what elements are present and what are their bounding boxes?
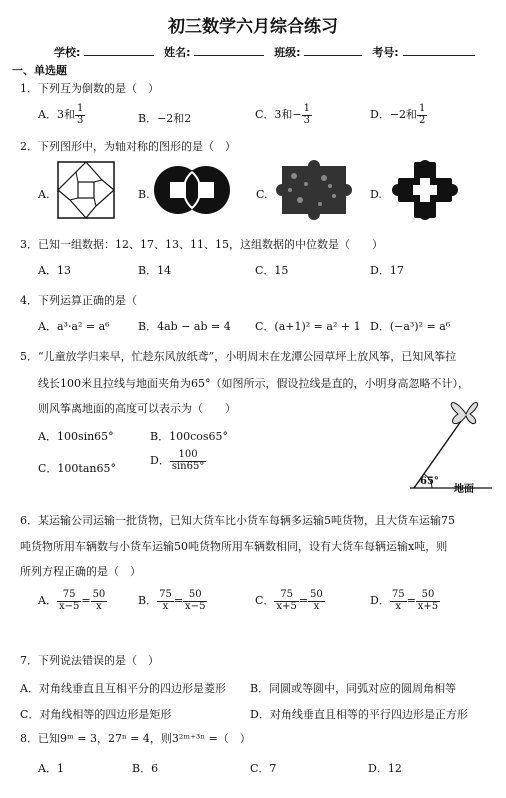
q3-stem: 3．已知一组数据：12、17、13、11、15，这组数据的中位数是（ ） bbox=[20, 238, 383, 251]
page-title: 初三数学六月综合练习 bbox=[168, 17, 338, 37]
q5-option-c: C．100tan65° bbox=[38, 462, 116, 475]
q2-option-c-label: C. bbox=[256, 188, 268, 201]
q7-option-c: C．对角线相等的四边形是矩形 bbox=[20, 708, 172, 721]
q6-line-3: 所列方程正确的是（ ） bbox=[20, 565, 141, 578]
kite-diagram bbox=[402, 392, 496, 496]
q8-option-d: D．12 bbox=[368, 762, 402, 775]
class-blank bbox=[304, 45, 362, 56]
q4-option-d: D．(−a³)² = a⁶ bbox=[370, 320, 451, 333]
q8-option-b: B．6 bbox=[132, 762, 159, 775]
q5-line-2: 线长100米且拉线与地面夹角为65°（如图所示，假设拉线是直的，小明身高忽略不计）， bbox=[38, 377, 469, 390]
id-label: 考号: bbox=[372, 46, 399, 59]
q6-line-1: 6．某运输公司运输一批货物，已知大货车比小货车每辆多运输5吨货物，且大货车运输75 bbox=[20, 514, 455, 527]
q1-option-a: A．3和 $\frac{1}{3}$ bbox=[38, 103, 84, 126]
q5-option-a: A．100sin65° bbox=[38, 430, 114, 443]
q8-stem: 8．已知9ᵐ = 3，27ⁿ = 4，则3²ᵐ⁺³ⁿ =（ ） bbox=[20, 732, 251, 745]
q2-option-a-label: A. bbox=[38, 188, 50, 201]
double-coin-figure bbox=[152, 164, 232, 216]
name-blank bbox=[194, 45, 264, 56]
puzzle-pattern-figure bbox=[272, 160, 356, 220]
q4-stem: 4．下列运算正确的是（ bbox=[20, 294, 137, 307]
q8-option-a: A．1 bbox=[38, 762, 64, 775]
q6-line-2: 吨货物所用车辆数与小货车运输50吨货物所用车辆数相同，设有大货车每辆运输x吨，则 bbox=[20, 540, 448, 553]
pinwheel-square-figure bbox=[56, 160, 116, 220]
q4-option-a: A．a³·a² = a⁶ bbox=[38, 320, 110, 333]
q5-line-3: 则风筝离地面的高度可以表示为（ ） bbox=[38, 402, 236, 415]
q3-option-b: B．14 bbox=[138, 264, 172, 277]
q2-stem: 2．下列图形中，为轴对称的图形的是（ ） bbox=[20, 140, 236, 153]
class-label: 班级: bbox=[274, 46, 301, 59]
cross-emblem-figure bbox=[390, 160, 460, 220]
q5-line-1: 5．“儿童放学归来早，忙趁东风放纸鸢”，小明周末在龙潭公园草坪上放风筝，已知风筝拉 bbox=[20, 350, 457, 363]
q7-option-a: A．对角线垂直且互相平分的四边形是菱形 bbox=[20, 682, 226, 695]
name-label: 姓名: bbox=[164, 46, 191, 59]
q4-option-c: C．(a+1)² = a² + 1 bbox=[255, 320, 361, 333]
q1-option-c: C．3和− $\frac{1}{3}$ bbox=[255, 103, 311, 126]
q1-option-d: D．−2和 $\frac{1}{2}$ bbox=[370, 103, 426, 126]
q3-option-c: C．15 bbox=[255, 264, 289, 277]
q6-option-c: C． $\frac{75}{x+5}$ = $\frac{50}{x}$ bbox=[255, 589, 323, 612]
q6-option-d: D． $\frac{75}{x}$ = $\frac{50}{x+5}$ bbox=[370, 589, 439, 612]
q1-option-b: B．−2和2 bbox=[138, 112, 192, 125]
q2-option-d-label: D. bbox=[370, 188, 382, 201]
q3-option-a: A．13 bbox=[38, 264, 71, 277]
q3-option-d: D．17 bbox=[370, 264, 404, 277]
ground-label: 地面 bbox=[454, 484, 474, 495]
q2-option-b-label: B. bbox=[138, 188, 150, 201]
school-label: 学校: bbox=[54, 46, 81, 59]
angle-label: 65° bbox=[420, 476, 439, 487]
q7-stem: 7．下列说法错误的是（ ） bbox=[20, 654, 159, 667]
student-info-row bbox=[54, 44, 475, 60]
q8-option-c: C．7 bbox=[250, 762, 277, 775]
q7-option-b: B．同圆或等圆中，同弧对应的圆周角相等 bbox=[250, 682, 457, 695]
q4-option-b: B．4ab − ab = 4 bbox=[138, 320, 231, 333]
q6-option-a: A． $\frac{75}{x-5}$ = $\frac{50}{x}$ bbox=[38, 589, 106, 612]
q1-stem: 1．下列互为倒数的是（ ） bbox=[20, 82, 159, 95]
q5-option-b: B．100cos65° bbox=[150, 430, 229, 443]
q5-option-d: D． $\frac{100}{\sin 65^\circ}$ bbox=[150, 449, 205, 472]
section-heading: 一、单选题 bbox=[12, 64, 67, 77]
school-blank bbox=[84, 45, 154, 56]
id-blank bbox=[403, 45, 475, 56]
q6-option-b: B． $\frac{75}{x}$ = $\frac{50}{x-5}$ bbox=[138, 589, 206, 612]
q7-option-d: D．对角线垂直且相等的平行四边形是正方形 bbox=[250, 708, 468, 721]
